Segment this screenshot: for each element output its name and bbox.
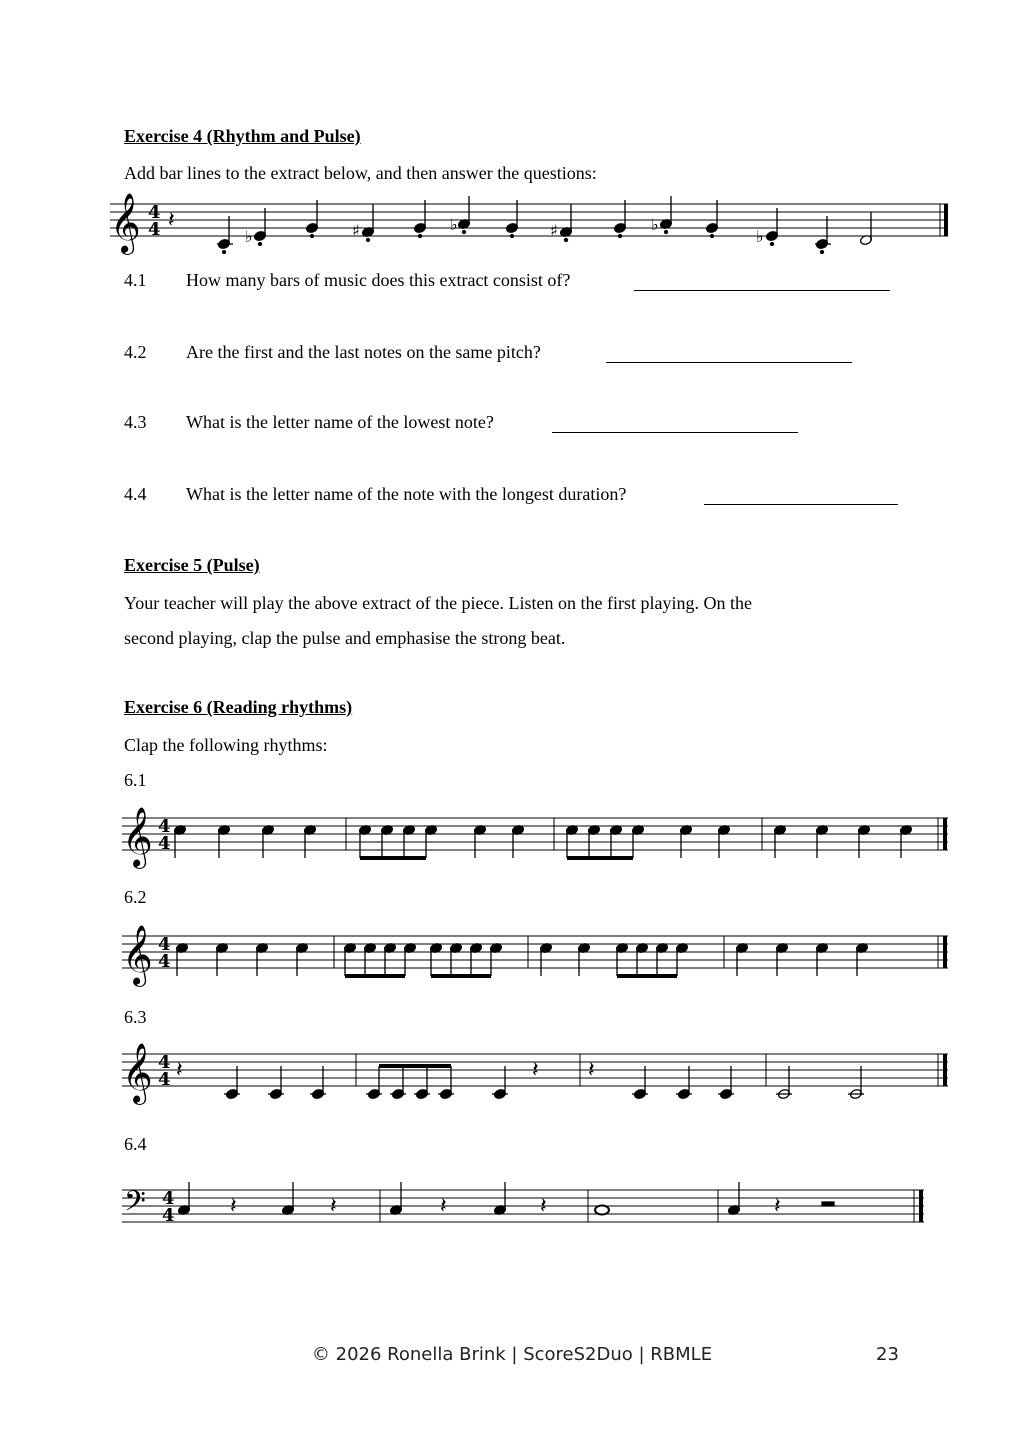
time-signature-bottom: 4 bbox=[158, 951, 171, 972]
time-signature-bottom: 4 bbox=[148, 219, 161, 240]
exercise5-line2: second playing, clap the pulse and emphasise the strong beat. bbox=[124, 628, 566, 648]
time-signature-bottom: 4 bbox=[158, 1069, 171, 1090]
quarter-rest-icon: 𝄽 bbox=[588, 1058, 595, 1083]
quarter-rest-icon: 𝄽 bbox=[532, 1058, 539, 1083]
quarter-rest-icon: 𝄽 bbox=[774, 1194, 781, 1219]
question-4-1-text: How many bars of music does this extract consist of? bbox=[186, 270, 571, 290]
time-signature-top: 4 bbox=[158, 934, 171, 955]
rhythm-6-4-label: 6.4 bbox=[124, 1134, 147, 1154]
exercise4-staff bbox=[100, 190, 960, 270]
rhythm-notes bbox=[177, 1182, 834, 1222]
exercise4-heading: Exercise 4 (Rhythm and Pulse) bbox=[124, 126, 361, 146]
rhythm-6-2-staff bbox=[110, 918, 960, 988]
time-signature-bottom: 4 bbox=[162, 1205, 175, 1226]
rhythm-notes bbox=[173, 818, 912, 858]
question-4-4-text: What is the letter name of the note with the longest duration? bbox=[186, 484, 627, 504]
rhythm-6-1-staff bbox=[110, 800, 960, 870]
staff-lines bbox=[110, 204, 948, 236]
question-4-3-text: What is the letter name of the lowest note? bbox=[186, 412, 494, 432]
rhythm-6-1-label: 6.1 bbox=[124, 770, 147, 790]
quarter-rest-icon: 𝄽 bbox=[330, 1194, 337, 1219]
question-4-4-number: 4.4 bbox=[124, 484, 147, 504]
treble-clef-icon: 𝄞 bbox=[110, 193, 141, 253]
time-signature-bottom: 4 bbox=[158, 833, 171, 854]
rhythm-6-3-label: 6.3 bbox=[124, 1007, 147, 1027]
answer-4-1-blank[interactable] bbox=[634, 272, 890, 291]
quarter-rest-icon: 𝄽 bbox=[230, 1194, 237, 1219]
staff-lines bbox=[122, 1190, 924, 1222]
treble-clef-icon: 𝄞 bbox=[122, 1043, 153, 1103]
answer-4-3-blank[interactable] bbox=[552, 414, 798, 433]
svg-text:♯: ♯ bbox=[352, 221, 360, 240]
quarter-rest-icon: 𝄽 bbox=[176, 1058, 183, 1083]
footer-copyright: © 2026 Ronella Brink | ScoreS2Duo | RBMLE bbox=[311, 1344, 713, 1365]
question-4-1-number: 4.1 bbox=[124, 270, 147, 290]
rhythm-6-4-staff bbox=[110, 1178, 960, 1238]
exercise4-instruction: Add bar lines to the extract below, and then answer the questions: bbox=[124, 163, 597, 183]
treble-clef-icon: 𝄞 bbox=[122, 925, 153, 985]
notes bbox=[217, 196, 873, 254]
svg-text:♭: ♭ bbox=[756, 227, 764, 246]
time-signature-top: 4 bbox=[162, 1188, 175, 1209]
svg-text:♭: ♭ bbox=[245, 227, 253, 246]
exercise6-instruction: Clap the following rhythms: bbox=[124, 735, 328, 755]
rhythm-6-3-staff bbox=[110, 1036, 960, 1108]
answer-4-4-blank[interactable] bbox=[704, 486, 898, 505]
quarter-rest-icon: 𝄽 bbox=[168, 208, 175, 233]
rhythm-notes bbox=[175, 936, 868, 976]
exercise6-heading: Exercise 6 (Reading rhythms) bbox=[124, 697, 353, 717]
time-signature-top: 4 bbox=[158, 1052, 171, 1073]
answer-4-2-blank[interactable] bbox=[606, 344, 852, 363]
svg-text:♭: ♭ bbox=[450, 215, 458, 234]
quarter-rest-icon: 𝄽 bbox=[540, 1194, 547, 1219]
rhythm-6-2-label: 6.2 bbox=[124, 887, 147, 907]
page-number: 23 bbox=[876, 1344, 899, 1365]
treble-clef-icon: 𝄞 bbox=[122, 807, 153, 867]
svg-text:♭: ♭ bbox=[651, 215, 659, 234]
quarter-rest-icon: 𝄽 bbox=[440, 1194, 447, 1219]
time-signature-top: 4 bbox=[158, 816, 171, 837]
bass-clef-icon: 𝄢 bbox=[124, 1185, 146, 1225]
time-signature-top: 4 bbox=[148, 202, 161, 223]
svg-text:♯: ♯ bbox=[550, 221, 558, 240]
exercise5-line1: Your teacher will play the above extract of the piece. Listen on the first playing. On the bbox=[124, 593, 752, 613]
question-4-3-number: 4.3 bbox=[124, 412, 147, 432]
rhythm-notes bbox=[224, 1054, 864, 1100]
exercise5-heading: Exercise 5 (Pulse) bbox=[124, 555, 260, 575]
question-4-2-number: 4.2 bbox=[124, 342, 147, 362]
question-4-2-text: Are the first and the last notes on the same pitch? bbox=[186, 342, 541, 362]
